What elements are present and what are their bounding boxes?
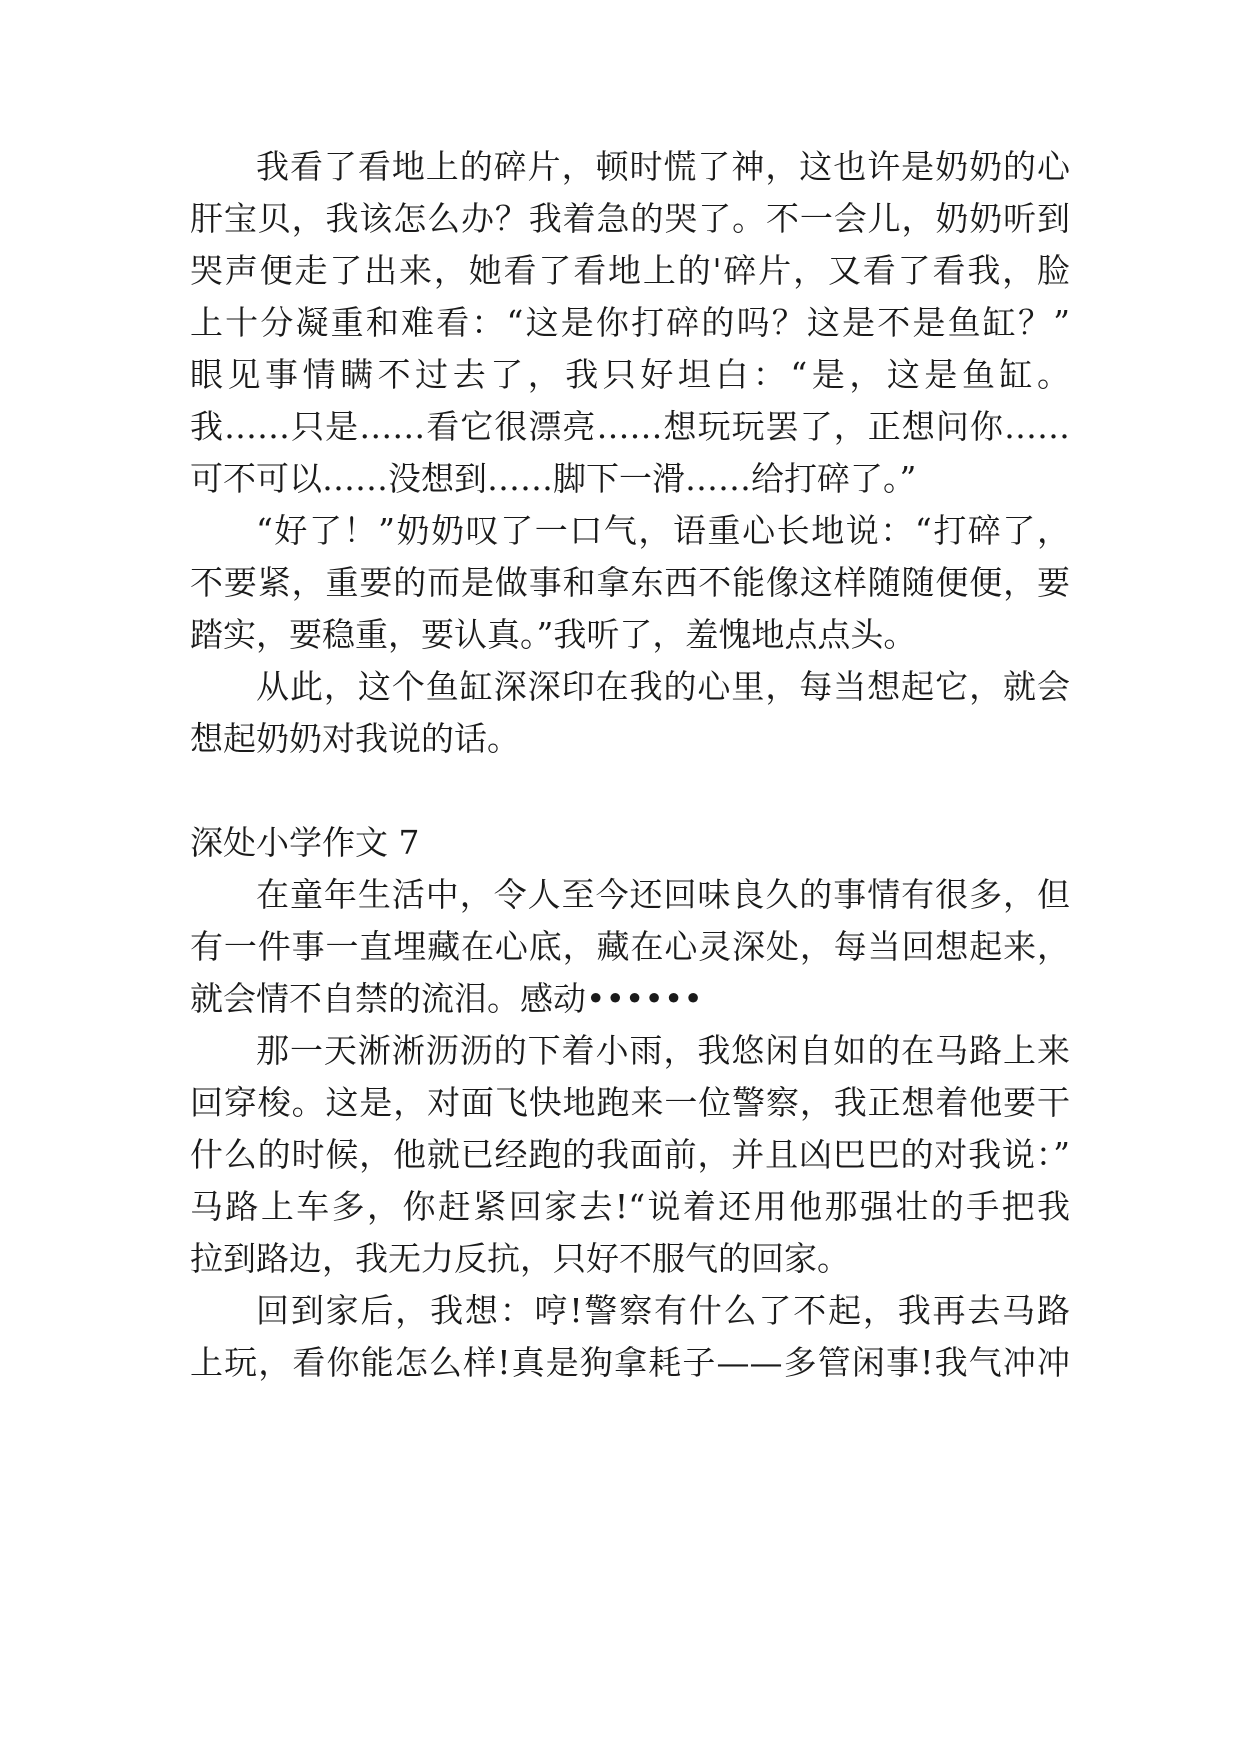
text-line: 从此，这个鱼缸深深印在我的心里，每当想起它，就会 xyxy=(256,667,1070,706)
text-line: 回穿梭。这是，对面飞快地跑来一位警察，我正想着他要干 xyxy=(190,1083,1070,1122)
text-line: 上十分凝重和难看：“这是你打碎的吗？这是不是鱼缸？” xyxy=(190,303,1070,342)
text-line: 有一件事一直埋藏在心底，藏在心灵深处，每当回想起来， xyxy=(190,927,1070,966)
text-line: 上玩，看你能怎么样!真是狗拿耗子——多管闲事!我气冲冲 xyxy=(190,1343,1070,1382)
text-line: 可不可以……没想到……脚下一滑……给打碎了。” xyxy=(190,459,917,498)
text-line: 肝宝贝，我该怎么办？我着急的哭了。不一会儿，奶奶听到 xyxy=(190,199,1070,238)
text-line: 那一天淅淅沥沥的下着小雨，我悠闲自如的在马路上来 xyxy=(256,1031,1070,1070)
text-line: 马路上车多，你赶紧回家去!“说着还用他那强壮的手把我 xyxy=(190,1187,1070,1226)
text-line: 我看了看地上的碎片，顿时慌了神，这也许是奶奶的心 xyxy=(256,147,1070,186)
text-line: “好了！”奶奶叹了一口气，语重心长地说：“打碎了， xyxy=(256,511,1070,550)
text-line: 就会情不自禁的流泪。感动•••••• xyxy=(190,979,703,1018)
text-line: 踏实，要稳重，要认真。”我听了，羞愧地点点头。 xyxy=(190,615,917,654)
text-line: 哭声便走了出来，她看了看地上的'碎片，又看了看我，脸 xyxy=(190,251,1070,290)
section-title: 深处小学作文 7 xyxy=(190,823,420,862)
text-line: 我……只是……看它很漂亮……想玩玩罢了，正想问你…… xyxy=(190,407,1070,446)
text-line: 什么的时候，他就已经跑的我面前，并且凶巴巴的对我说：” xyxy=(190,1135,1070,1174)
text-line: 在童年生活中，令人至今还回味良久的事情有很多，但 xyxy=(256,875,1070,914)
text-line: 想起奶奶对我说的话。 xyxy=(190,719,520,758)
text-line: 回到家后，我想：哼!警察有什么了不起，我再去马路 xyxy=(256,1291,1070,1330)
text-line: 眼见事情瞒不过去了，我只好坦白：“是，这是鱼缸。 xyxy=(190,355,1070,394)
text-line: 不要紧，重要的而是做事和拿东西不能像这样随随便便，要 xyxy=(190,563,1070,602)
text-line: 拉到路边，我无力反抗，只好不服气的回家。 xyxy=(190,1239,850,1278)
